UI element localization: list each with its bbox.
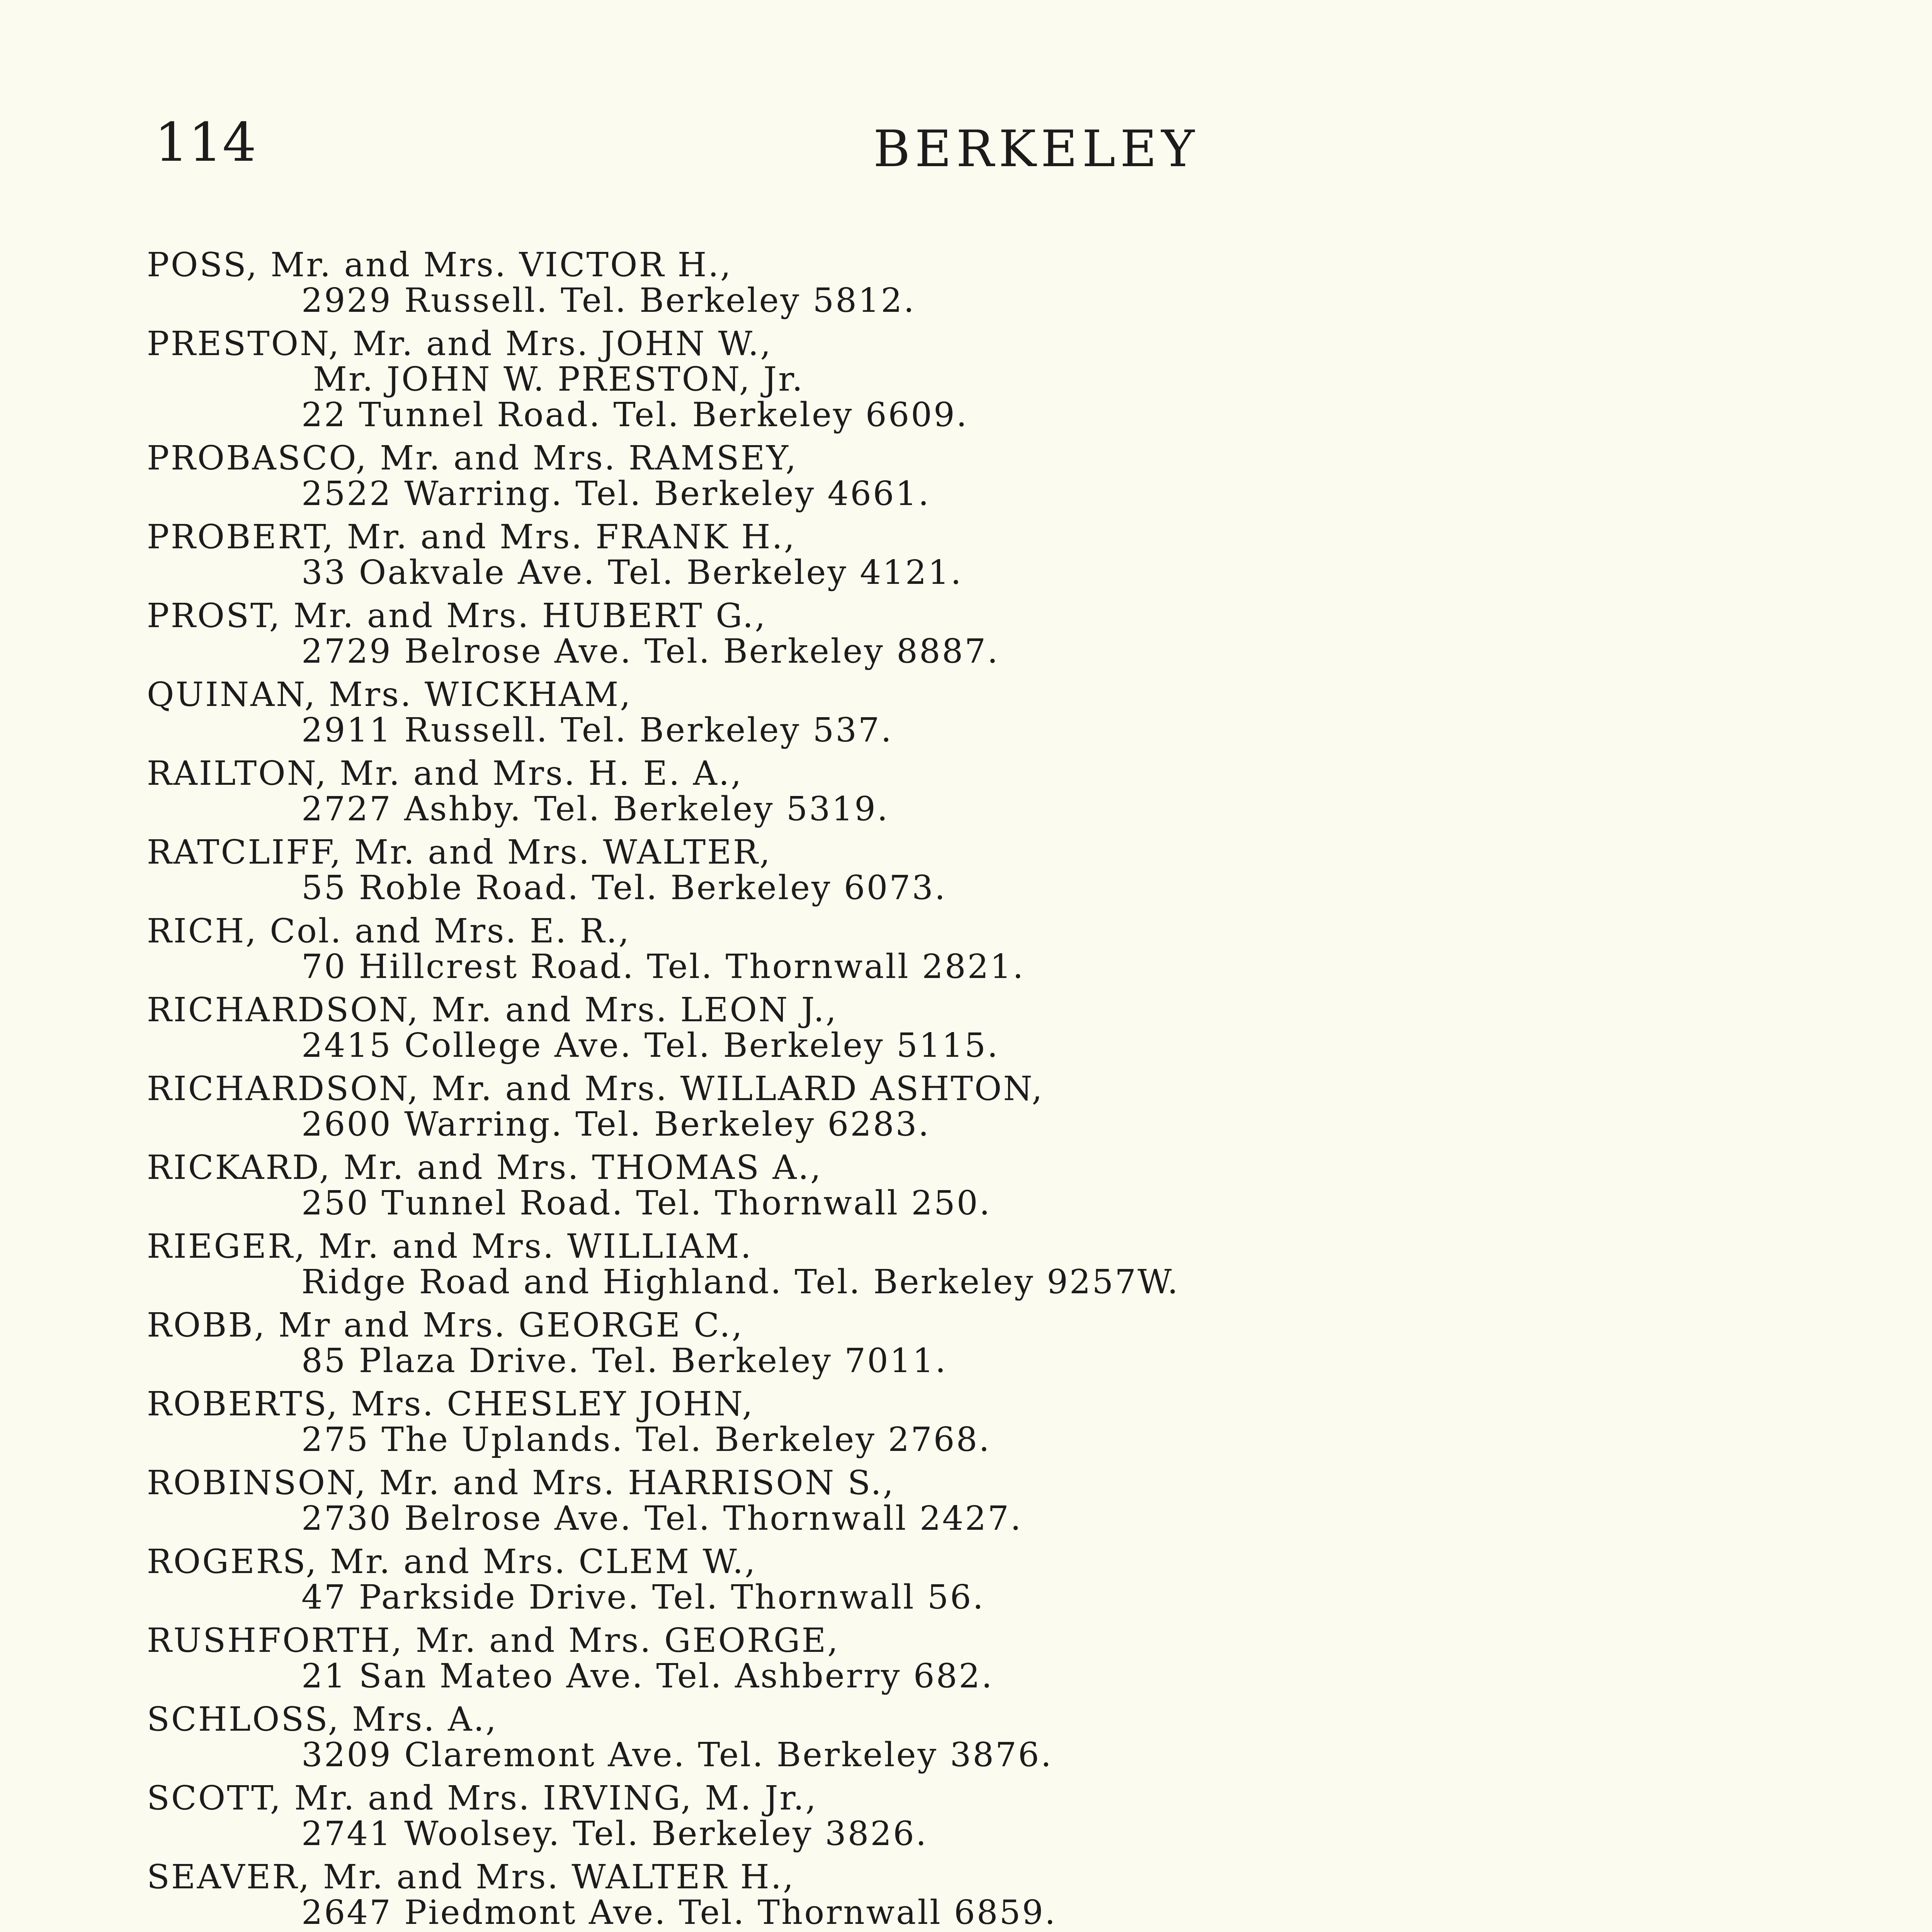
entry-name: SCOTT, Mr. and Mrs. IRVING, M. Jr.,: [147, 1779, 818, 1818]
entry-address-line: 2647 Piedmont Ave. Tel. Thornwall 6859.: [301, 1893, 1057, 1932]
directory-entry: [147, 1544, 1924, 1615]
entry-address-line: Ridge Road and Highland. Tel. Berkeley 9257W.: [301, 1263, 1180, 1301]
entry-address-line: 2729 Belrose Ave. Tel. Berkeley 8887.: [301, 632, 1000, 671]
entry-address-line: 22 Tunnel Road. Tel. Berkeley 6609.: [301, 396, 969, 434]
entry-address-line: 70 Hillcrest Road. Tel. Thornwall 2821.: [301, 947, 1025, 986]
entry-name: RATCLIFF, Mr. and Mrs. WALTER,: [147, 833, 772, 872]
directory-entry: [147, 992, 1924, 1063]
directory-entry: [147, 677, 1924, 748]
directory-entry: [147, 1465, 1924, 1536]
entry-name: ROBINSON, Mr. and Mrs. HARRISON S.,: [147, 1464, 895, 1502]
entry-address-line: 21 San Mateo Ave. Tel. Ashberry 682.: [301, 1657, 994, 1696]
entry-name: SCHLOSS, Mrs. A.,: [147, 1700, 498, 1739]
directory-entry: [147, 1229, 1924, 1300]
entry-address-line: 2415 College Ave. Tel. Berkeley 5115.: [301, 1026, 1000, 1065]
entry-address-line: 2929 Russell. Tel. Berkeley 5812.: [301, 281, 916, 320]
directory-entry: [147, 1308, 1924, 1379]
entry-name: PROBERT, Mr. and Mrs. FRANK H.,: [147, 518, 796, 556]
directory-entry: [147, 1781, 1924, 1852]
directory-entry: [147, 756, 1924, 827]
directory-entry: [147, 1071, 1924, 1142]
entry-address-line: 3209 Claremont Ave. Tel. Berkeley 3876.: [301, 1736, 1053, 1774]
entry-name: RAILTON, Mr. and Mrs. H. E. A.,: [147, 754, 743, 793]
directory-entry: [147, 440, 1924, 512]
directory-entry: [147, 1623, 1924, 1694]
entry-name: SEAVER, Mr. and Mrs. WALTER H.,: [147, 1858, 795, 1896]
directory-entry: [147, 326, 1924, 433]
directory-entry: [147, 598, 1924, 669]
running-head: BERKELEY: [873, 119, 1199, 178]
entry-address-line: 2730 Belrose Ave. Tel. Thornwall 2427.: [301, 1499, 1023, 1538]
entry-address-line: 250 Tunnel Road. Tel. Thornwall 250.: [301, 1184, 992, 1223]
entry-name: PRESTON, Mr. and Mrs. JOHN W.,: [147, 325, 772, 363]
page-number: 114: [155, 111, 257, 173]
entry-name: PROST, Mr. and Mrs. HUBERT G.,: [147, 597, 767, 635]
entry-name: RICHARDSON, Mr. and Mrs. LEON J.,: [147, 991, 838, 1029]
entry-name: RIEGER, Mr. and Mrs. WILLIAM.: [147, 1227, 753, 1266]
entry-address-line: 2911 Russell. Tel. Berkeley 537.: [301, 711, 893, 750]
entry-address-line: 55 Roble Road. Tel. Berkeley 6073.: [301, 869, 947, 907]
directory-entry: [147, 247, 1924, 318]
entry-name: QUINAN, Mrs. WICKHAM,: [147, 675, 632, 714]
entry-address-line: Mr. JOHN W. PRESTON, Jr.: [313, 360, 804, 399]
entry-address-line: 2522 Warring. Tel. Berkeley 4661.: [301, 474, 930, 513]
entry-name: ROBB, Mr and Mrs. GEORGE C.,: [147, 1306, 744, 1345]
entry-address-line: 33 Oakvale Ave. Tel. Berkeley 4121.: [301, 553, 963, 592]
entry-name: RICKARD, Mr. and Mrs. THOMAS A.,: [147, 1148, 823, 1187]
entry-name: RICH, Col. and Mrs. E. R.,: [147, 912, 631, 951]
entry-name: ROBERTS, Mrs. CHESLEY JOHN,: [147, 1385, 754, 1423]
entry-name: ROGERS, Mr. and Mrs. CLEM W.,: [147, 1543, 757, 1581]
entry-address-line: 85 Plaza Drive. Tel. Berkeley 7011.: [301, 1342, 947, 1380]
entry-name: RUSHFORTH, Mr. and Mrs. GEORGE,: [147, 1621, 840, 1660]
directory-entry: [147, 1386, 1924, 1458]
directory-entry: [147, 519, 1924, 590]
directory-entry: [147, 913, 1924, 985]
directory-entry: [147, 835, 1924, 906]
entry-name: RICHARDSON, Mr. and Mrs. WILLARD ASHTON,: [147, 1070, 1044, 1108]
entry-address-line: 2727 Ashby. Tel. Berkeley 5319.: [301, 790, 889, 828]
directory-entry: [147, 1150, 1924, 1221]
directory-entry: [147, 1702, 1924, 1773]
entry-address-line: 47 Parkside Drive. Tel. Thornwall 56.: [301, 1578, 985, 1617]
entry-address-line: 2741 Woolsey. Tel. Berkeley 3826.: [301, 1815, 928, 1853]
entry-address-line: 2600 Warring. Tel. Berkeley 6283.: [301, 1105, 930, 1144]
directory-entries: [147, 247, 1924, 1932]
directory-entry: [147, 1859, 1924, 1930]
entry-name: PROBASCO, Mr. and Mrs. RAMSEY,: [147, 439, 798, 478]
entry-name: POSS, Mr. and Mrs. VICTOR H.,: [147, 246, 733, 284]
entry-address-line: 275 The Uplands. Tel. Berkeley 2768.: [301, 1420, 991, 1459]
